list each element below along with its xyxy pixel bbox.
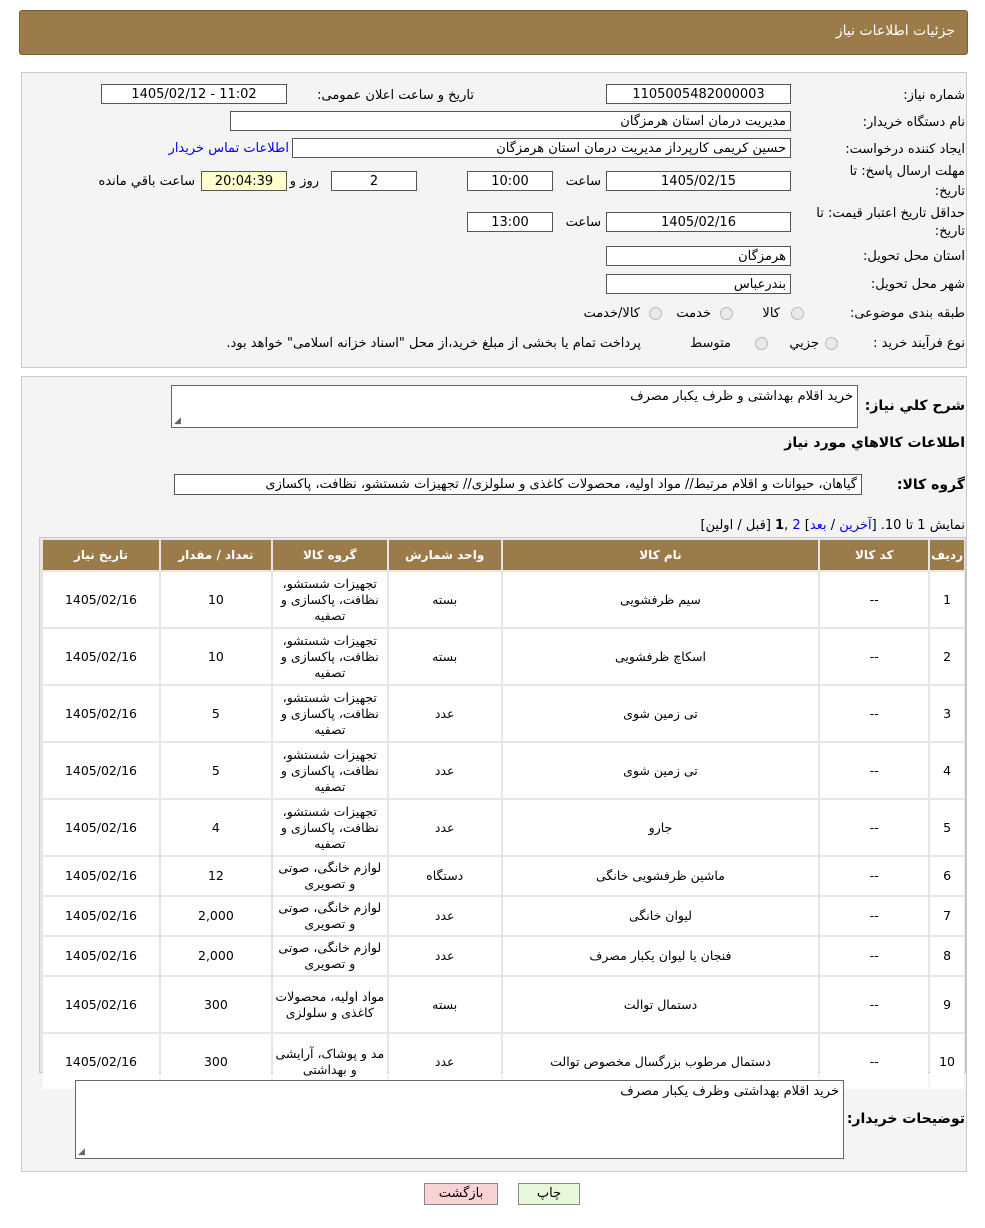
days-field[interactable]: 2: [331, 171, 417, 191]
table-cell: 7: [930, 897, 964, 935]
table-cell: عدد: [389, 686, 501, 741]
table-cell: دستمال مرطوب بزرگسال مخصوص توالت: [503, 1034, 819, 1089]
buyer-org-field[interactable]: مدیریت درمان استان هرمزگان: [230, 111, 791, 131]
table-cell: ماشین ظرفشویی خانگی: [503, 857, 819, 895]
table-cell: بسته: [389, 572, 501, 627]
column-header: واحد شمارش: [389, 540, 501, 570]
table-cell: 1: [930, 572, 964, 627]
table-row[interactable]: [43, 800, 964, 855]
table-cell: مد و پوشاک، آرایشی و بهداشتی: [273, 1034, 387, 1089]
table-cell: --: [820, 686, 928, 741]
deadline-label: مهلت ارسال پاسخ: تا: [849, 164, 965, 179]
table-cell: --: [820, 857, 928, 895]
table-cell: 2: [930, 629, 964, 684]
process-medium-radio[interactable]: [755, 337, 768, 350]
table-cell: 1405/02/16: [43, 1034, 159, 1089]
table-row[interactable]: [43, 857, 964, 895]
category-label: طبقه بندی موضوعی:: [849, 306, 965, 321]
table-cell: دستمال توالت: [503, 977, 819, 1032]
table-row[interactable]: [43, 629, 964, 684]
need-description-label: شرح کلي نياز:: [864, 398, 965, 414]
table-cell: لوازم خانگی، صوتی و تصویری: [273, 857, 387, 895]
table-cell: دستگاه: [389, 857, 501, 895]
pagination-prefix: نمایش 1 تا 10. [: [871, 518, 965, 533]
days-label: روز و: [289, 174, 319, 189]
table-cell: 6: [930, 857, 964, 895]
table-cell: --: [820, 977, 928, 1032]
deadline-time-label: ساعت: [565, 174, 601, 189]
table-cell: 5: [161, 743, 271, 798]
table-cell: تجهیزات شستشو، نظافت، پاکسازی و تصفیه: [273, 800, 387, 855]
table-cell: 1405/02/16: [43, 897, 159, 935]
validity-time-field[interactable]: 13:00: [467, 212, 553, 232]
table-cell: 1405/02/16: [43, 857, 159, 895]
goods-group-label: گروه کالا:: [896, 477, 965, 493]
pagination-sep: /: [826, 518, 840, 533]
province-label: استان محل تحویل:: [863, 249, 965, 264]
resize-grip-icon[interactable]: ◢: [78, 1147, 85, 1157]
table-cell: فنجان یا لیوان یکبار مصرف: [503, 937, 819, 975]
table-cell: 9: [930, 977, 964, 1032]
table-cell: تجهیزات شستشو، نظافت، پاکسازی و تصفیه: [273, 743, 387, 798]
table-cell: عدد: [389, 1034, 501, 1089]
page-header: [19, 10, 968, 55]
table-cell: --: [820, 897, 928, 935]
table-row[interactable]: [43, 572, 964, 627]
table-cell: 10: [930, 1034, 964, 1089]
table-body: [43, 572, 964, 1089]
table-cell: بسته: [389, 629, 501, 684]
process-medium-label: متوسط: [690, 336, 731, 351]
announce-datetime-field[interactable]: 1405/02/12 - 11:02: [101, 84, 287, 104]
table-cell: عدد: [389, 937, 501, 975]
process-minor-label: جزیي: [789, 336, 819, 351]
deadline-label-date: تاریخ:: [934, 184, 965, 199]
column-header: کد کالا: [820, 540, 928, 570]
table-cell: تجهیزات شستشو، نظافت، پاکسازی و تصفیه: [273, 629, 387, 684]
page-title: جزئیات اطلاعات نیاز: [835, 23, 955, 39]
pagination-page-2-link[interactable]: 2: [792, 518, 801, 533]
pagination-sep: ,: [784, 518, 793, 533]
table-cell: تی زمین شوی: [503, 743, 819, 798]
table-cell: 1405/02/16: [43, 686, 159, 741]
table-header-row: [43, 540, 964, 570]
table-cell: --: [820, 743, 928, 798]
process-note: پرداخت تمام یا بخشی از مبلغ خرید،از محل "اسناد خزانه اسلامی" خواهد بود.: [226, 336, 641, 351]
table-cell: 3: [930, 686, 964, 741]
table-cell: --: [820, 1034, 928, 1089]
validity-time-label: ساعت: [565, 215, 601, 230]
city-field[interactable]: بندرعباس: [606, 274, 791, 294]
pagination-last-link[interactable]: آخرین: [839, 518, 872, 533]
requester-field[interactable]: حسین کریمی کارپرداز مدیریت درمان استان هرمزگان: [292, 138, 791, 158]
pagination-sep: ]: [800, 518, 810, 533]
table-row[interactable]: [43, 897, 964, 935]
table-cell: عدد: [389, 743, 501, 798]
pagination-suffix: [قبل / اولین]: [700, 518, 776, 533]
table-cell: سیم ظرفشویی: [503, 572, 819, 627]
need-description-text: خرید اقلام بهداشتی و ظرف یکبار مصرف: [630, 389, 853, 404]
print-button[interactable]: چاپ: [518, 1183, 580, 1205]
table-cell: 1405/02/16: [43, 800, 159, 855]
table-cell: 300: [161, 977, 271, 1032]
buyer-contact-link[interactable]: اطلاعات تماس خریدار: [168, 141, 289, 156]
category-service-label: خدمت: [676, 306, 711, 321]
table-row[interactable]: [43, 937, 964, 975]
table-cell: 5: [930, 800, 964, 855]
deadline-time-field[interactable]: 10:00: [467, 171, 553, 191]
table-cell: اسکاچ ظرفشویی: [503, 629, 819, 684]
province-field[interactable]: هرمزگان: [606, 246, 791, 266]
table-cell: 4: [161, 800, 271, 855]
table-cell: لوازم خانگی، صوتی و تصویری: [273, 897, 387, 935]
table-cell: --: [820, 572, 928, 627]
table-cell: 300: [161, 1034, 271, 1089]
table-row[interactable]: [43, 743, 964, 798]
table-cell: 4: [930, 743, 964, 798]
table-cell: 2,000: [161, 897, 271, 935]
category-goods-service-radio[interactable]: [649, 307, 662, 320]
announce-label: تاریخ و ساعت اعلان عمومی:: [317, 88, 474, 103]
goods-table: [41, 538, 966, 1091]
table-cell: 1405/02/16: [43, 937, 159, 975]
goods-section-title: اطلاعات کالاهاي مورد نياز: [784, 435, 965, 451]
table-cell: جارو: [503, 800, 819, 855]
table-cell: لیوان خانگی: [503, 897, 819, 935]
buyer-notes-label: توضیحات خریدار:: [846, 1111, 965, 1127]
buyer-notes-text: خرید اقلام بهداشتی وظرف یکبار مصرف: [620, 1084, 839, 1099]
need-description-textarea[interactable]: [171, 385, 858, 428]
deadline-date-field[interactable]: 1405/02/15: [606, 171, 791, 191]
column-header: ردیف: [930, 540, 964, 570]
table-cell: مواد اولیه، محصولات کاغذی و سلولزی: [273, 977, 387, 1032]
table-cell: 10: [161, 629, 271, 684]
requester-label: ایجاد کننده درخواست:: [845, 142, 965, 157]
validity-label-date: تاریخ:: [934, 224, 965, 239]
city-label: شهر محل تحویل:: [870, 277, 965, 292]
remaining-label: ساعت باقي مانده: [98, 174, 195, 189]
table-cell: --: [820, 937, 928, 975]
countdown-field: 20:04:39: [201, 171, 287, 191]
validity-label: حداقل تاريخ اعتبار قيمت: تا: [816, 206, 965, 221]
process-label: نوع فرآیند خرید :: [873, 336, 965, 351]
category-goods-radio[interactable]: [791, 307, 804, 320]
column-header: نام کالا: [503, 540, 819, 570]
buyer-notes-textarea[interactable]: [75, 1080, 844, 1159]
table-row[interactable]: [43, 686, 964, 741]
table-cell: عدد: [389, 897, 501, 935]
category-service-radio[interactable]: [720, 307, 733, 320]
table-cell: 1405/02/16: [43, 977, 159, 1032]
table-cell: لوازم خانگی، صوتی و تصویری: [273, 937, 387, 975]
table-cell: 1405/02/16: [43, 743, 159, 798]
category-goods-service-label: کالا/خدمت: [583, 306, 640, 321]
resize-grip-icon[interactable]: ◢: [174, 416, 181, 426]
goods-table-container: [39, 537, 966, 1077]
table-cell: 12: [161, 857, 271, 895]
back-button[interactable]: بازگشت: [424, 1183, 498, 1205]
table-cell: --: [820, 800, 928, 855]
column-header: تعداد / مقدار: [161, 540, 271, 570]
table-cell: عدد: [389, 800, 501, 855]
table-cell: 2,000: [161, 937, 271, 975]
category-goods-label: کالا: [762, 306, 780, 321]
pagination: [700, 518, 965, 533]
table-cell: 8: [930, 937, 964, 975]
validity-date-field[interactable]: 1405/02/16: [606, 212, 791, 232]
table-row[interactable]: [43, 977, 964, 1032]
buyer-org-label: نام دستگاه خریدار:: [862, 115, 965, 130]
pagination-next-link[interactable]: بعد: [809, 518, 827, 533]
table-cell: --: [820, 629, 928, 684]
table-cell: 1405/02/16: [43, 572, 159, 627]
table-cell: تجهیزات شستشو، نظافت، پاکسازی و تصفیه: [273, 572, 387, 627]
column-header: تاریخ نیاز: [43, 540, 159, 570]
pagination-current-page: 1: [775, 518, 785, 533]
table-cell: 1405/02/16: [43, 629, 159, 684]
table-cell: 10: [161, 572, 271, 627]
table-cell: تجهیزات شستشو، نظافت، پاکسازی و تصفیه: [273, 686, 387, 741]
goods-group-field[interactable]: گیاهان، حیوانات و اقلام مرتبط// مواد اولیه، محصولات کاغذی و سلولزی// تجهیزات شستشو، نظافت، پاکسازی: [174, 474, 862, 495]
table-cell: تی زمین شوی: [503, 686, 819, 741]
need-number-label: شماره نیاز:: [903, 88, 965, 103]
need-number-field[interactable]: 1105005482000003: [606, 84, 791, 104]
column-header: گروه کالا: [273, 540, 387, 570]
table-cell: بسته: [389, 977, 501, 1032]
table-cell: 5: [161, 686, 271, 741]
process-minor-radio[interactable]: [825, 337, 838, 350]
